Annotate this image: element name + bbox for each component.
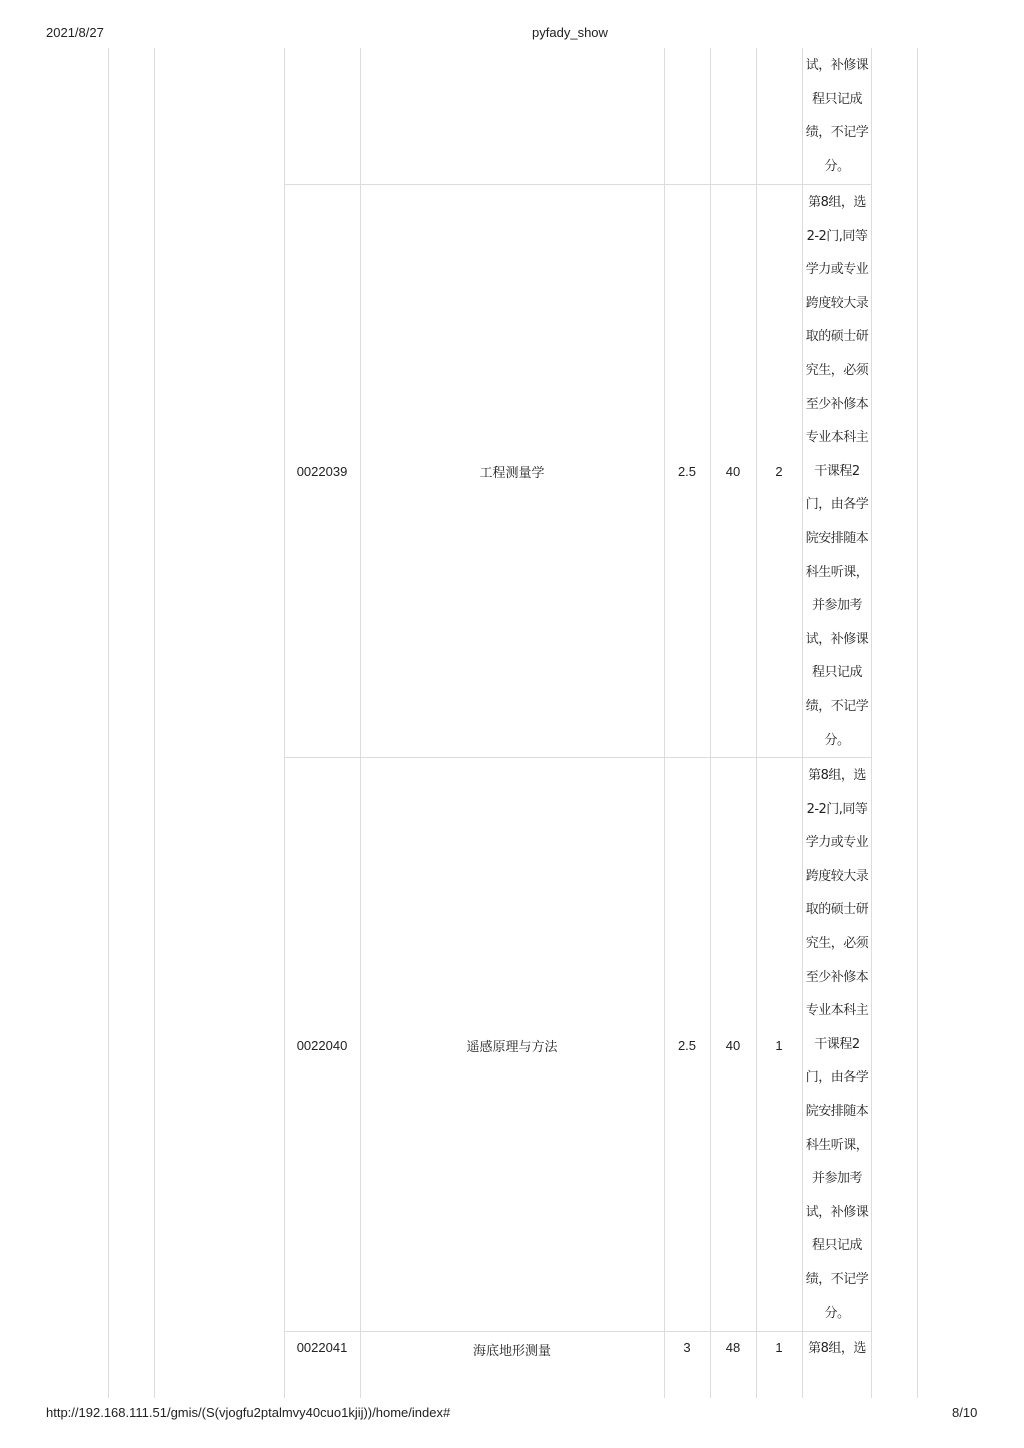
note-line: 干课程2 <box>814 1036 860 1052</box>
note-line: 第8组，选 <box>808 1341 866 1356</box>
table-column-divider <box>917 48 918 1398</box>
course-semester <box>756 48 802 184</box>
note-line: 第8组，选 <box>808 768 866 783</box>
course-name: 遥感原理与方法 <box>466 1038 558 1054</box>
page-title: pyfady_show <box>532 25 608 40</box>
course-note <box>802 758 872 1332</box>
course-code <box>284 48 360 184</box>
note-line: 绩，不记学 <box>805 1271 869 1287</box>
course-note <box>802 185 872 758</box>
course-name: 工程测量学 <box>479 465 545 480</box>
note-line: 试，补修课 <box>805 1204 869 1220</box>
table-column-divider <box>108 48 109 1398</box>
note-line: 究生，必须 <box>805 935 869 951</box>
note-line: 取的硕士研 <box>805 329 869 345</box>
course-credit: 2.5 <box>677 464 697 479</box>
page-url: http://192.168.111.51/gmis/(S(vjogfu2ptalmvy40cuo1kjij))/home/index# <box>46 1405 451 1420</box>
course-name: 海底地形测量 <box>472 1343 551 1358</box>
note-line: 分。 <box>824 158 850 174</box>
note-line: 并参加考 <box>811 1171 862 1187</box>
note-line: 科生听课， <box>805 1137 869 1153</box>
note-line: 至少补修本 <box>805 396 869 412</box>
table-row <box>284 1331 872 1399</box>
note-line: 门，由各学 <box>805 497 869 513</box>
course-semester: 1 <box>775 1340 783 1355</box>
note-line: 跨度较大录 <box>805 295 869 311</box>
note-line: 干课程2 <box>814 463 860 479</box>
page-number: 8/10 <box>952 1405 978 1420</box>
note-line: 学力或专业 <box>805 262 869 278</box>
note-line: 程只记成 <box>811 91 862 107</box>
print-date: 2021/8/27 <box>46 25 104 40</box>
table-row <box>284 757 872 1332</box>
note-line: 学力或专业 <box>805 835 869 851</box>
note-line: 试，补修课 <box>805 58 869 73</box>
table-row <box>284 184 872 758</box>
table-column-divider <box>154 48 155 1398</box>
note-line: 第8组，选 <box>808 195 866 210</box>
table-row <box>284 48 872 184</box>
note-line: 程只记成 <box>811 665 862 681</box>
note-line: 院安排随本 <box>805 1103 869 1119</box>
note-line: 专业本科主 <box>805 1003 869 1019</box>
course-note <box>802 48 872 184</box>
course-code: 0022040 <box>296 1037 348 1053</box>
course-hours: 40 <box>725 1037 741 1053</box>
note-line: 跨度较大录 <box>805 868 869 884</box>
course-hours: 48 <box>725 1340 741 1355</box>
course-credit: 3 <box>683 1340 691 1355</box>
note-line: 程只记成 <box>811 1238 862 1254</box>
note-line: 绩，不记学 <box>805 125 869 141</box>
course-semester: 1 <box>775 1037 783 1053</box>
course-code: 0022039 <box>296 464 348 479</box>
course-semester: 2 <box>775 464 783 479</box>
note-line: 究生，必须 <box>805 362 869 378</box>
note-line: 分。 <box>824 732 850 748</box>
note-line: 2-2门,同等 <box>806 801 868 817</box>
course-credit <box>664 48 710 184</box>
course-hours <box>710 48 756 184</box>
course-code: 0022041 <box>296 1340 348 1355</box>
note-line: 并参加考 <box>811 598 862 614</box>
course-credit: 2.5 <box>677 1037 697 1053</box>
course-name <box>360 48 664 184</box>
note-line: 院安排随本 <box>805 530 869 546</box>
note-line: 绩，不记学 <box>805 698 869 714</box>
note-line: 分。 <box>824 1305 850 1321</box>
note-line: 科生听课， <box>805 564 869 580</box>
note-line: 至少补修本 <box>805 969 869 985</box>
course-hours: 40 <box>725 464 741 479</box>
note-line: 2-2门,同等 <box>806 228 868 244</box>
note-line: 取的硕士研 <box>805 902 869 918</box>
note-line: 门，由各学 <box>805 1070 869 1086</box>
note-line: 专业本科主 <box>805 430 869 446</box>
note-line: 试，补修课 <box>805 631 869 647</box>
course-note <box>802 1332 872 1399</box>
